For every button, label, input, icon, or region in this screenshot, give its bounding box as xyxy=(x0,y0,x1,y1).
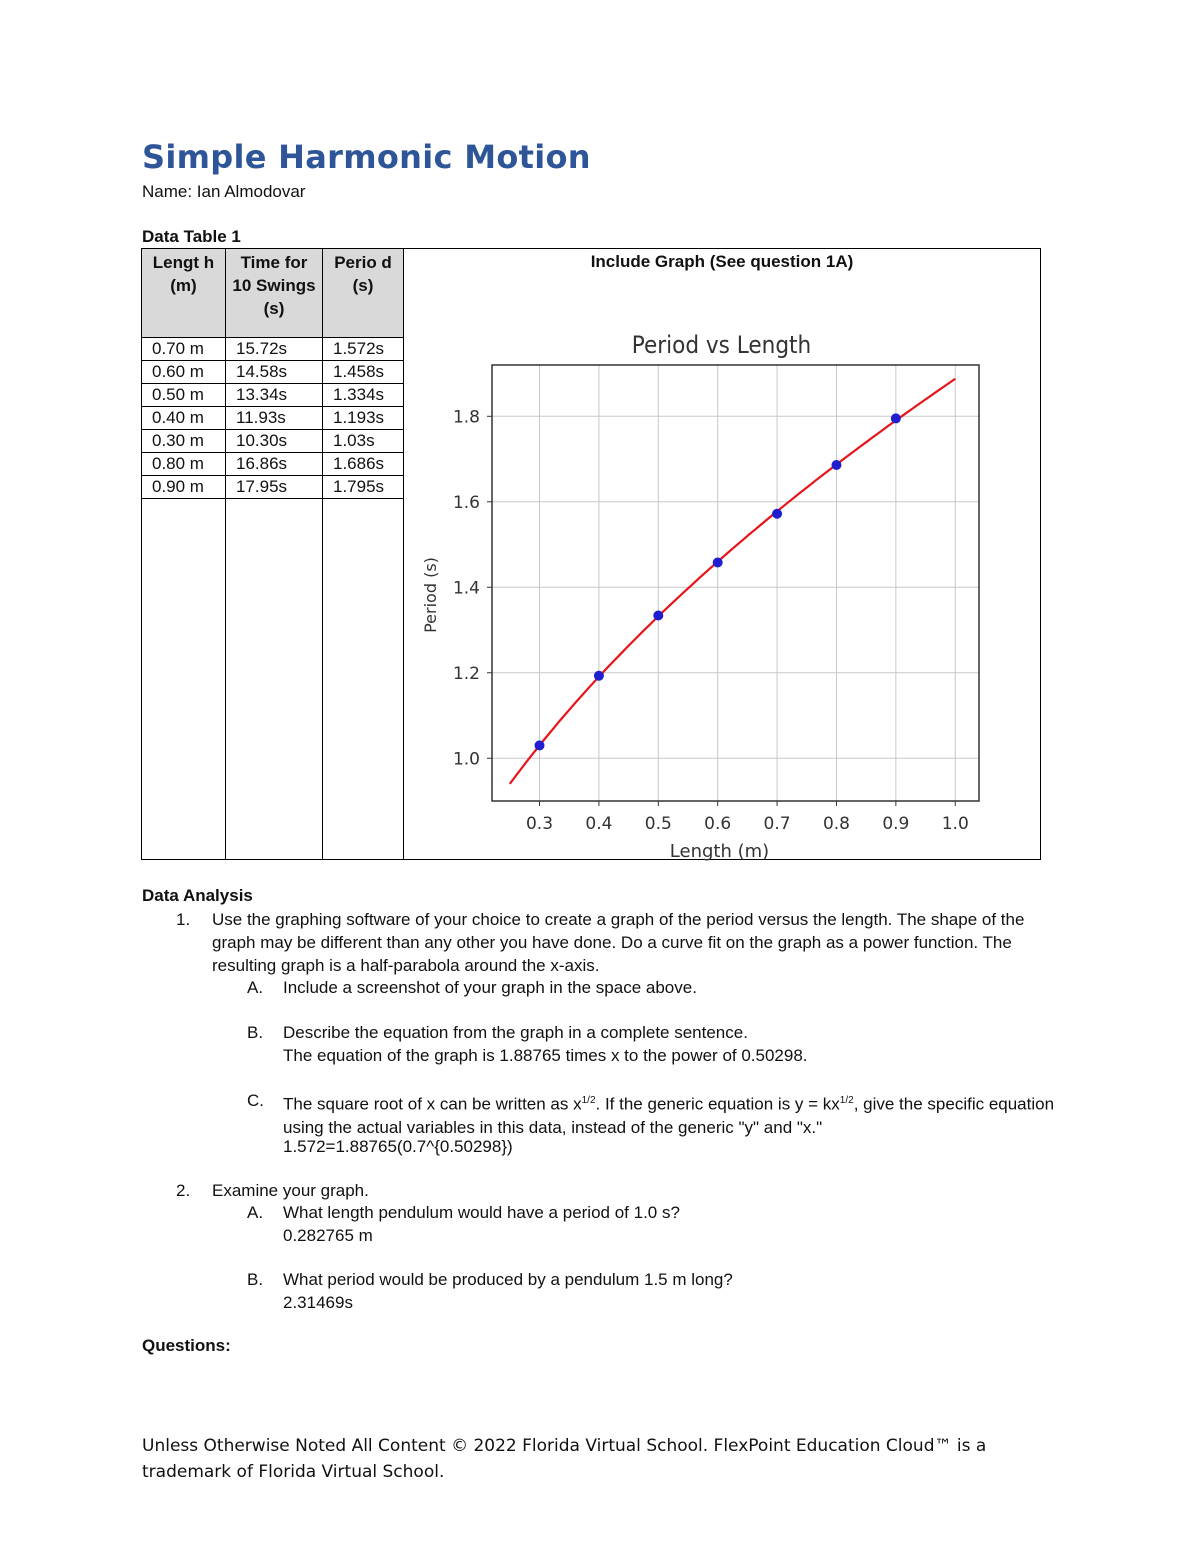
q1b-answer: The equation of the graph is 1.88765 times x to the power of 0.50298. xyxy=(283,1046,808,1065)
questions-heading: Questions: xyxy=(142,1336,231,1355)
cell-length: 0.40 m xyxy=(142,407,226,430)
cell-period: 1.572s xyxy=(323,338,404,361)
q2a-answer: 0.282765 m xyxy=(283,1226,373,1245)
fit-curve xyxy=(510,379,955,784)
data-point xyxy=(772,509,782,519)
period-vs-length-chart xyxy=(421,321,1004,866)
cell-period: 1.03s xyxy=(323,430,404,453)
x-tick-label: 0.5 xyxy=(644,814,672,834)
cell-time: 16.86s xyxy=(226,453,323,476)
x-tick-label: 0.4 xyxy=(585,814,613,834)
cell-time: 17.95s xyxy=(226,476,323,499)
q1-text: Use the graphing software of your choice to create a graph of the period versus the length. The shape of the graph may be different than any other you have done. Do a curve fit on the graph as a power function. The resulting graph is a half-parabola around the x-axis. xyxy=(212,910,1025,975)
y-axis-label: Period (s) xyxy=(421,557,440,633)
q2a-text: What length pendulum would have a period of 1.0 s? xyxy=(283,1203,680,1222)
data-point xyxy=(831,460,841,470)
x-axis-label: Length (m) xyxy=(669,841,770,862)
cell-length: 0.50 m xyxy=(142,384,226,407)
table-label: Data Table 1 xyxy=(142,227,241,246)
cell-period: 1.458s xyxy=(323,361,404,384)
q1b-label: B. xyxy=(247,1023,264,1042)
y-tick-label: 1.8 xyxy=(452,407,480,428)
chart-title: Period vs Length xyxy=(631,331,812,359)
q2b-label: B. xyxy=(247,1270,264,1289)
header-time: Time for 10 Swings (s) xyxy=(226,249,323,338)
y-tick-label: 1.6 xyxy=(452,492,480,513)
cell-period: 1.795s xyxy=(323,476,404,499)
cell-time: 15.72s xyxy=(226,338,323,361)
q2-text: Examine your graph. xyxy=(212,1181,369,1200)
cell-period: 1.193s xyxy=(323,407,404,430)
analysis-heading: Data Analysis xyxy=(142,886,253,905)
data-table xyxy=(141,248,1041,860)
cell-time: 11.93s xyxy=(226,407,323,430)
q1a-text: Include a screenshot of your graph in the space above. xyxy=(283,978,697,997)
q2b-answer: 2.31469s xyxy=(283,1293,353,1312)
cell-length: 0.70 m xyxy=(142,338,226,361)
data-point xyxy=(535,740,545,750)
graph-heading: Include Graph (See question 1A) xyxy=(590,252,854,271)
x-tick-label: 0.8 xyxy=(822,814,850,834)
cell-length: 0.80 m xyxy=(142,453,226,476)
x-tick-label: 0.9 xyxy=(882,814,910,834)
q2b-text: What period would be produced by a pendulum 1.5 m long? xyxy=(283,1270,733,1289)
cell-length: 0.90 m xyxy=(142,476,226,499)
student-name: Name: Ian Almodovar xyxy=(142,182,306,201)
plot-frame xyxy=(492,365,979,801)
q2-number: 2. xyxy=(176,1181,191,1200)
x-tick-label: 1.0 xyxy=(941,814,969,834)
header-length: Lengt h (m) xyxy=(142,249,226,338)
q1c-text: The square root of x can be written as $x^{1/2}$. If the generic equation is $y = kx^{1/2}$, give the specific equation using the actual variables in this data, instead of the generic "y" and "x." xyxy=(283,1094,1055,1137)
data-point xyxy=(594,671,604,681)
cell-time: 10.30s xyxy=(226,430,323,453)
cell-period: 1.334s xyxy=(323,384,404,407)
cell-length: 0.30 m xyxy=(142,430,226,453)
page-title: Simple Harmonic Motion xyxy=(142,138,591,176)
cell-time: 13.34s xyxy=(226,384,323,407)
x-tick-label: 0.7 xyxy=(763,814,791,834)
q2a-label: A. xyxy=(247,1203,264,1222)
q1c-answer: 1.572=1.88765(0.7^{0.50298}) xyxy=(283,1137,513,1156)
y-tick-label: 1.0 xyxy=(452,749,480,770)
q1a-label: A. xyxy=(247,978,264,997)
data-point xyxy=(713,557,723,567)
data-point xyxy=(653,610,663,620)
header-period: Perio d (s) xyxy=(323,249,404,338)
y-tick-label: 1.4 xyxy=(452,578,480,599)
q1b-text: Describe the equation from the graph in a complete sentence. xyxy=(283,1023,748,1042)
cell-length: 0.60 m xyxy=(142,361,226,384)
q1c-label: C. xyxy=(247,1091,264,1110)
x-tick-label: 0.3 xyxy=(525,814,554,834)
graph-cell xyxy=(404,249,1041,860)
cell-time: 14.58s xyxy=(226,361,323,384)
y-tick-label: 1.2 xyxy=(452,663,480,684)
footer-copyright: Unless Otherwise Noted All Content © 2022 Florida Virtual School. FlexPoint Education Cloud™ is a trademark of Florida Virtual School. xyxy=(142,1436,987,1482)
q1-number: 1. xyxy=(176,910,191,929)
x-tick-label: 0.6 xyxy=(704,814,732,834)
data-point xyxy=(891,413,901,423)
cell-period: 1.686s xyxy=(323,453,404,476)
